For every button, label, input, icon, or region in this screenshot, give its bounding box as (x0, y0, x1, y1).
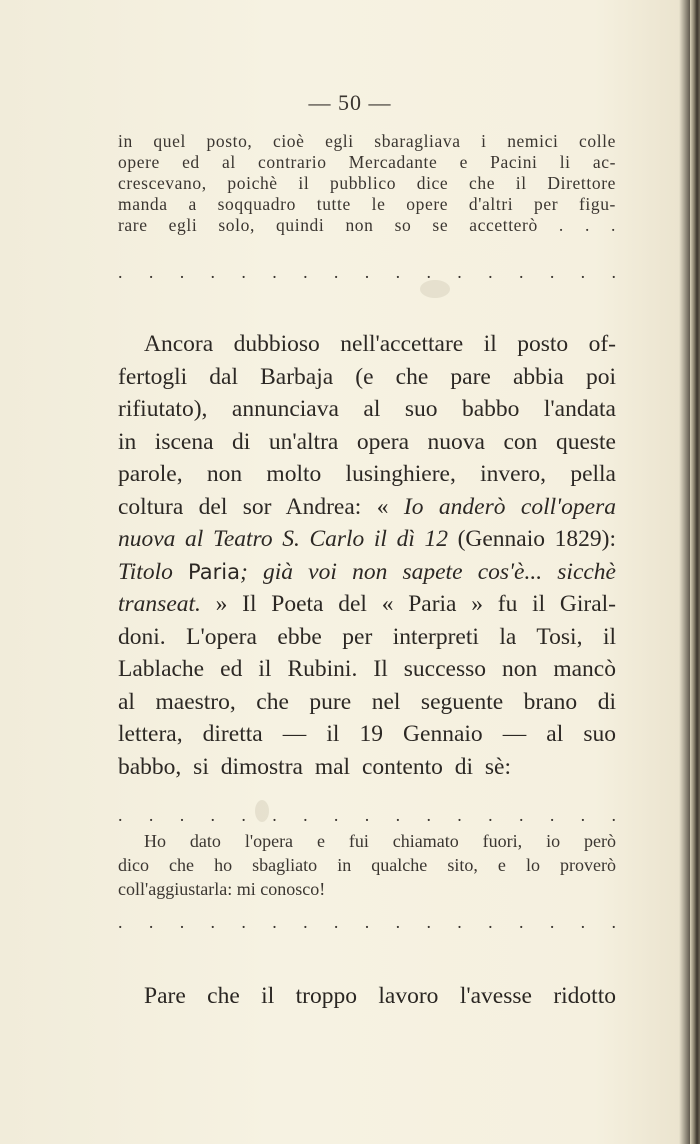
paragraph-line: doni. L'opera ebbe per interpreti la Tosi, il (118, 623, 616, 650)
letter-line: dico che ho sbagliato in qualche sito, e lo proverò (118, 855, 616, 875)
paragraph-line: al maestro, che pure nel seguente brano di (118, 688, 616, 715)
letter-excerpt-1 (118, 131, 616, 236)
quoted-letter-italic: nuova al Teatro S. Carlo il dì 12 (118, 526, 448, 552)
quoted-letter-italic: ; già voi non sapete cos'è... sicchè (239, 558, 616, 585)
paragraph-line (118, 556, 616, 589)
paragraph-line (118, 751, 616, 784)
paragraph-line (118, 491, 616, 524)
text-run: coltura del sor Andrea: « (118, 493, 404, 520)
ellipsis-separator (118, 912, 616, 933)
letter-line: coll'aggiustarla: mi conosco! (118, 879, 326, 899)
separator-dots: . . . . . . . . . . . . . . . . . (118, 805, 616, 825)
quoted-letter-italic: Titolo (118, 558, 189, 585)
paragraph-line: lettera, diretta — il 19 Gennaio — al suo (118, 721, 616, 747)
text-run: » Il Poeta del « Paria » fu il Giral- (200, 591, 616, 617)
paragraph-line: rifiutato), annunciava al suo babbo l'andata (118, 396, 616, 422)
letter-line: in quel posto, cioè egli sbaragliava i nemici colle (118, 131, 616, 151)
paragraph-line (118, 588, 616, 621)
letter-excerpt-2 (118, 829, 616, 901)
paper-stain (420, 280, 450, 298)
paragraph-line: fertogli dal Barbaja (e che pare abbia poi (118, 363, 616, 390)
letter-line: opere ed al contrario Mercadante e Pacini li ac- (118, 152, 616, 172)
opera-title: Paria (188, 559, 240, 584)
letter-line: crescevano, poichè il pubblico dice che il Direttore (118, 173, 616, 193)
paragraph-line: parole, non molto lusinghiere, invero, pella (118, 461, 616, 487)
paragraph-line: in iscena di un'altra opera nuova con queste (118, 428, 616, 455)
letter-line: manda a soqquadro tutte le opere d'altri per figu- (118, 194, 616, 214)
paper-stain (255, 800, 269, 822)
text-run: babbo, si dimostra mal contento di sè: (118, 753, 512, 780)
paragraph-line (118, 523, 616, 556)
letter-line: Ho dato l'opera e fui chiamato fuori, io però (144, 831, 616, 851)
separator-dots: . . . . . . . . . . . . . . . . . (118, 262, 616, 282)
quoted-letter-italic: Io anderò coll'opera (403, 493, 616, 520)
page-number: — 50 — (308, 90, 392, 115)
page-edge-shadow (690, 0, 700, 1144)
text-run: (Gennaio 1829): (447, 526, 616, 552)
quoted-letter-italic: transeat. (118, 591, 201, 617)
ellipsis-separator (118, 262, 616, 283)
narrative-paragraph-1 (118, 328, 616, 783)
narrative-paragraph-2 (118, 980, 616, 1012)
separator-dots: . . . . . . . . . . . . . . . . . (118, 912, 616, 932)
letter-line: rare egli solo, quindi non so se accetterò . . . (118, 215, 616, 235)
paragraph-line: Ancora dubbioso nell'accettare il posto of- (144, 331, 616, 357)
paragraph-line: Pare che il troppo lavoro l'avesse ridotto (144, 983, 616, 1009)
paragraph-line: Lablache ed il Rubini. Il successo non mancò (118, 656, 616, 682)
ellipsis-separator (118, 805, 616, 826)
